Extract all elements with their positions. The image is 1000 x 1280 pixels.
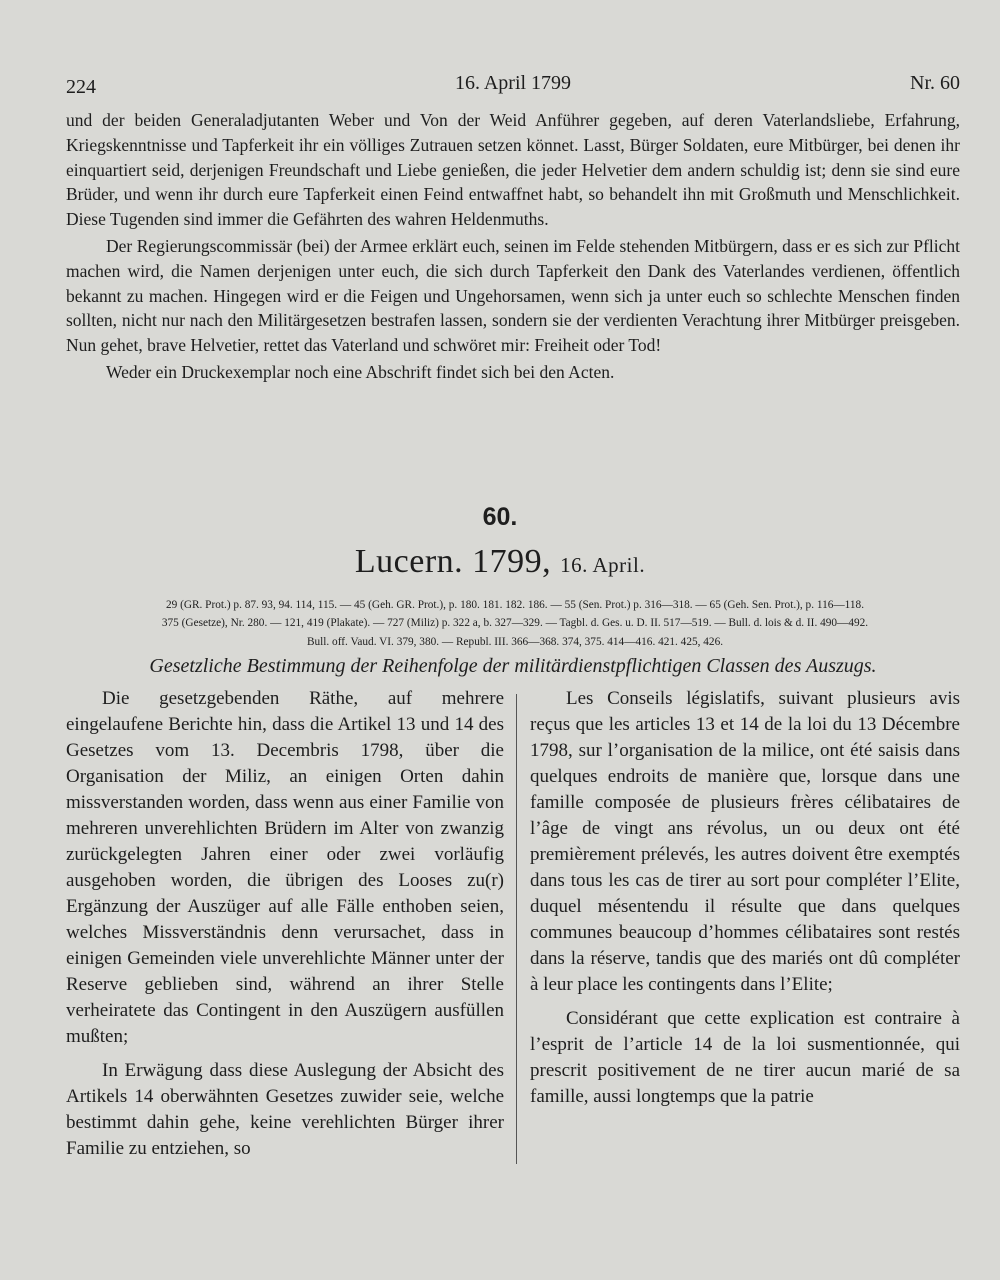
header-date: 16. April 1799: [454, 72, 572, 94]
document-number: 60.: [482, 503, 518, 531]
document-place-date: [0, 543, 1000, 581]
french-column: [530, 686, 960, 1110]
paragraph: In Erwägung dass diese Auslegung der Absicht des Artikels 14 oberwähnten Gesetzes zuwider seie, welche bestimmt dahin gehe, keine verehlichten Bürger ihrer Familie zu entziehen, so: [66, 1060, 504, 1159]
column-divider: [516, 694, 517, 1164]
german-column: [66, 686, 504, 1162]
page-header: [66, 72, 960, 102]
paragraph: und der beiden Generaladjutanten Weber und Von der Weid Anführer gegeben, auf deren Vaterlandsliebe, Erfahrung, Kriegskenntnisse und Tapferkeit ihr ein völliges Zutrauen setzen könnet. Lasst, Bürger Soldaten, eure Mitbürger, bei denen ihr einquartiert seid, derjenigen Freundschaft und Liebe genießen, die jeder Helvetier dem andern schuldig ist; denn sie sind eure Brüder, und wenn ihr durch eure Tapferkeit einen Feind entwaffnet habt, so behandelt ihn mit Großmuth und Menschlichkeit. Diese Tugenden sind immer die Gefährten des wahren Heldenmuths.: [66, 110, 960, 230]
page-number: 224: [66, 76, 96, 98]
paragraph: Weder ein Druckexemplar noch eine Abschrift findet sich bei den Acten.: [106, 361, 615, 382]
reference-line: 375 (Gesetze), Nr. 280. — 121, 419 (Plakate). — 727 (Miliz) p. 322 a, b. 327—329. — Tagbl. d. Ges. u. D. II. 517—519. — Bull. d. lois & d. II. 490—492.: [161, 617, 869, 630]
continued-text: [66, 108, 960, 385]
reference-line: 29 (GR. Prot.) p. 87. 93, 94. 114, 115. — 45 (Geh. GR. Prot.), p. 180. 181. 182. 186. — 55 (Sen. Prot.) p. 316—318. — 65 (Geh. Sen. Prot.), p. 116—118.: [165, 599, 865, 611]
paragraph: Considérant que cette explication est contraire à l’esprit de l’article 14 de la loi susmentionnée, qui prescrit positivement de ne tirer aucun marié de sa famille, aussi longtemps que la patrie: [530, 1008, 960, 1107]
archival-references: [70, 596, 960, 651]
header-doc-number: Nr. 60: [910, 72, 960, 94]
paragraph: Les Conseils législatifs, suivant plusieurs avis reçus que les articles 13 et 14 de la loi du 13 Décembre 1798, sur l’organisation de la milice, ont été saisis dans quelques endroits de manière que, lorsque dans une famille composée de plusieurs frères célibataires de l’âge de vingt ans révolus, un ou deux ont été premièrement prélevés, les autres doivent être exemptés dans tous les cas de tirer au sort pour compléter l’Elite, duquel mésentendu il résulte que dans quelques communes beaucoup d’hommes célibataires sont restés dans la réserve, tandis que des mariés ont dû compléter à leur place les contingents dans l’Elite;: [530, 688, 960, 995]
document-subject: Gesetzliche Bestimmung der Reihenfolge der militärdienstpflichtigen Classen des Auszugs.: [149, 655, 877, 677]
document-place: Lucern. 1799,: [354, 543, 552, 580]
reference-line: Bull. off. Vaud. VI. 379, 380. — Republ. III. 366—368. 374, 375. 414—416. 421. 425, 426.: [306, 635, 724, 648]
paragraph: Der Regierungscommissär (bei) der Armee erklärt euch, seinen im Felde stehenden Mitbürgern, dass er es sich zur Pflicht machen wird, die Namen derjenigen unter euch, die sich durch Tapferkeit den Dank des Vaterlandes verdienen, öffentlich bekannt zu machen. Hingegen wird er die Feigen und Ungehorsamen, wenn sich ja unter euch so schlechte Menschen finden sollten, nicht nur nach den Militärgesetzen bestrafen lassen, sondern sie der verdienten Verachtung ihrer Mitbürger preisgeben. Nun gehet, brave Helvetier, rettet das Vaterland und schwöret mir: Freiheit oder Tod!: [66, 235, 960, 356]
document-date: 16. April.: [560, 553, 646, 577]
paragraph: Die gesetzgebenden Räthe, auf mehrere eingelaufene Berichte hin, dass die Artikel 13 und 14 des Gesetzes vom 13. Decembris 1798, über die Organisation der Miliz, an einigen Orten dahin missverstanden worden, dass wenn aus einer Familie von mehreren unverehlichten Brüdern im Alter von zwanzig zurückgelegten Jahren einer oder zwei vorläufig ausgehoben worden, die übrigen des Looses zu(r) Ergänzung der Auszüger auf alle Fälle enthoben seien, welches Missverständnis denn verursachet, dass in einigen Gemeinden viele unverehlichte Männer unter der Reserve geblieben sind, während an ihrer Stelle verheiratete das Contingent in den Auszügern ausfüllen mußten;: [66, 688, 504, 1047]
